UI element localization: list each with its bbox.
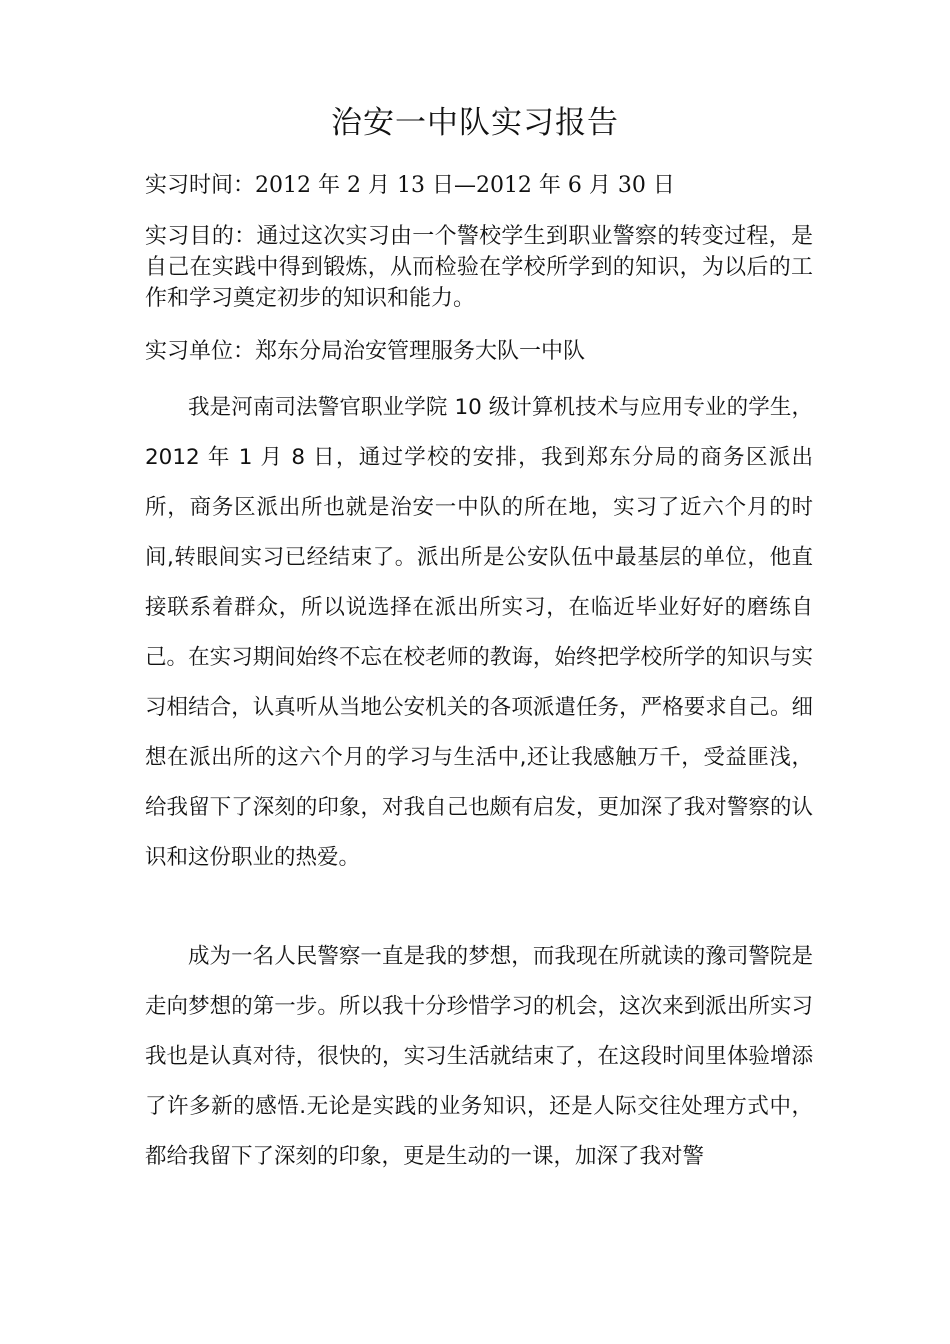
internship-purpose: 实习目的：通过这次实习由一个警校学生到职业警察的转变过程，是自己在实践中得到锻炼，从而检验在学校所学到的知识，为以后的工作和学习奠定初步的知识和能力。 bbox=[145, 224, 813, 311]
body-paragraph: 成为一名人民警察一直是我的梦想，而我现在所就读的豫司警院是走向梦想的第一步。所以我十分珍惜学习的机会，这次来到派出所实习我也是认真对待，很快的，实习生活就结束了，在这段时间里体验增添了许多新的感悟.无论是实践的业务知识，还是人际交往处理方式中，都给我留下了深刻的印象，更是生动的一课，加深了我对警 bbox=[145, 944, 813, 1169]
internship-time: 实习时间：2012 年 2 月 13 日—2012 年 6 月 30 日 bbox=[145, 173, 675, 198]
document-title: 治安一中队实习报告 bbox=[331, 105, 619, 141]
internship-unit: 实习单位：郑东分局治安管理服务大队一中队 bbox=[145, 339, 586, 364]
body-paragraph: 我是河南司法警官职业学院 10 级计算机技术与应用专业的学生，2012 年 1 月 8 日，通过学校的安排，我到郑东分局的商务区派出所，商务区派出所也就是治安一中队的所在地，实习了近六个月的时间,转眼间实习已经结束了。派出所是公安队伍中最基层的单位，他直接联系着群众，所以说选择在派出所实习，在临近毕业好好的磨练自己。在实习期间始终不忘在校老师的教诲，始终把学校所学的知识与实习相结合，认真听从当地公安机关的各项派遣任务，严格要求自己。细想在派出所的这六个月的学习与生活中,还让我感触万千，受益匪浅，给我留下了深刻的印象，对我自己也颇有启发，更加深了我对警察的认识和这份职业的热爱。 bbox=[145, 395, 813, 870]
